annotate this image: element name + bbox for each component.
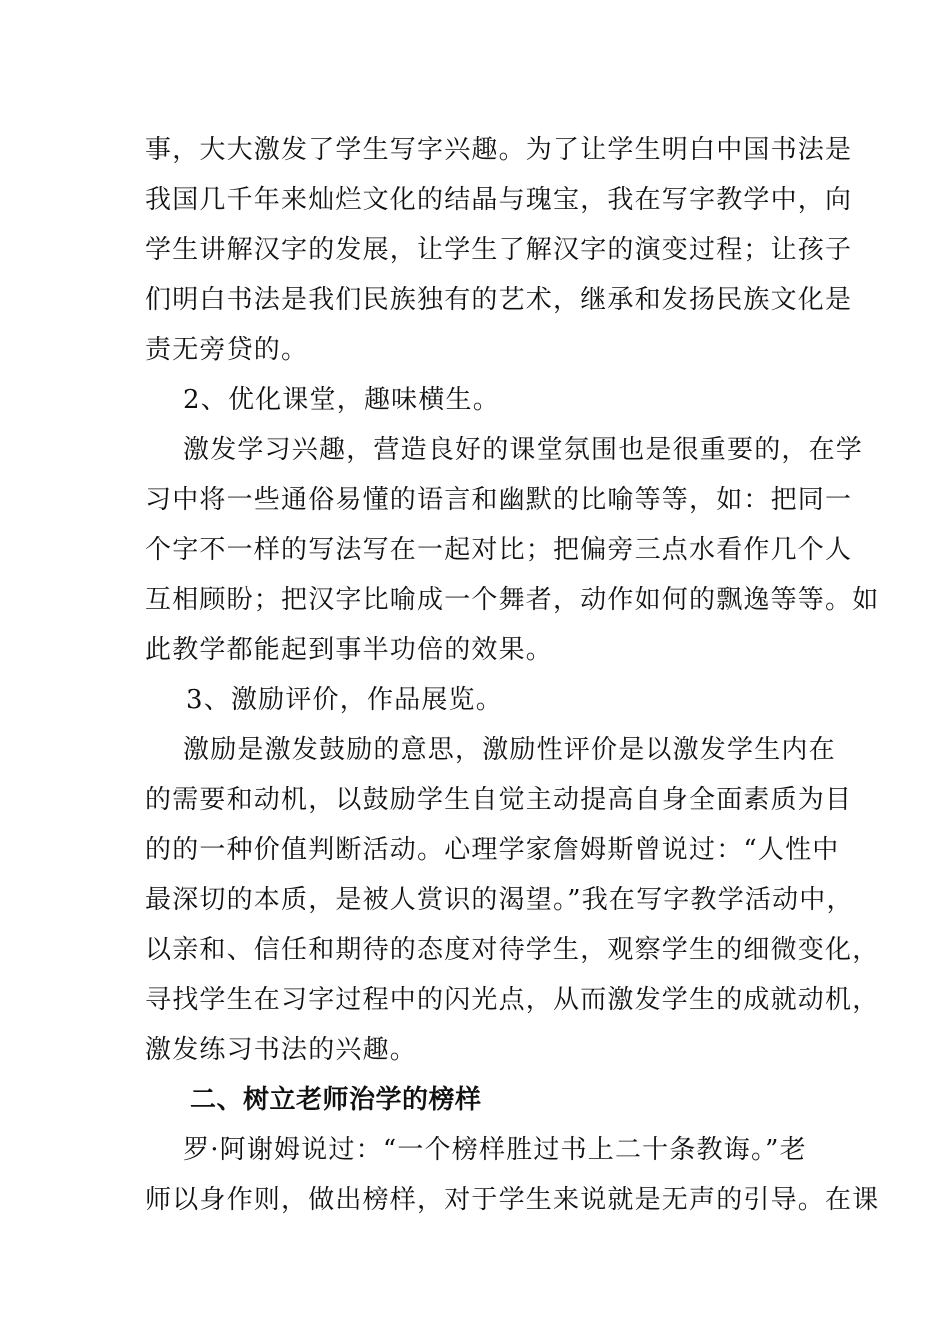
text-line: 事，大大激发了学生写字兴趣。为了让学生明白中国书法是 xyxy=(145,135,853,165)
subheading-2: 2、优化课堂，趣味横生。 xyxy=(183,385,500,415)
text-line: 习中将一些通俗易懂的语言和幽默的比喻等等，如：把同一 xyxy=(145,485,853,515)
text-line: 学生讲解汉字的发展，让学生了解汉字的演变过程；让孩子 xyxy=(145,235,853,265)
text-line: 最深切的本质，是被人赏识的渴望。”我在写字教学活动中， xyxy=(145,885,854,915)
text-line: 的需要和动机，以鼓励学生自觉主动提高自身全面素质为目 xyxy=(145,785,853,815)
text-line: 激发练习书法的兴趣。 xyxy=(145,1035,418,1065)
paragraph-start: 激励是激发鼓励的意思，激励性评价是以激发学生内在 xyxy=(183,735,836,765)
text-line: 的的一种价值判断活动。心理学家詹姆斯曾说过：“人性中 xyxy=(145,835,840,865)
paragraph-start: 激发学习兴趣，营造良好的课堂氛围也是很重要的，在学 xyxy=(183,435,864,465)
text-line: 们明白书法是我们民族独有的艺术，继承和发扬民族文化是 xyxy=(145,285,853,315)
section-heading: 二、树立老师治学的榜样 xyxy=(190,1085,482,1115)
subheading-3: 3、激励评价，作品展览。 xyxy=(186,685,503,715)
text-line: 互相顾盼；把汉字比喻成一个舞者，动作如何的飘逸等等。如 xyxy=(145,585,880,615)
text-line: 此教学都能起到事半功倍的效果。 xyxy=(145,635,554,665)
text-line: 个字不一样的写法写在一起对比；把偏旁三点水看作几个人 xyxy=(145,535,853,565)
text-line: 师以身作则，做出榜样，对于学生来说就是无声的引导。在课 xyxy=(145,1185,880,1215)
text-line: 以亲和、信任和期待的态度对待学生，观察学生的细微变化， xyxy=(145,935,880,965)
text-line: 责无旁贷的。 xyxy=(145,335,309,365)
text-line: 寻找学生在习字过程中的闪光点，从而激发学生的成就动机， xyxy=(145,985,880,1015)
paragraph-start: 罗·阿谢姆说过：“一个榜样胜过书上二十条教诲。”老 xyxy=(183,1135,807,1165)
text-line: 我国几千年来灿烂文化的结晶与瑰宝，我在写字教学中，向 xyxy=(145,185,853,215)
